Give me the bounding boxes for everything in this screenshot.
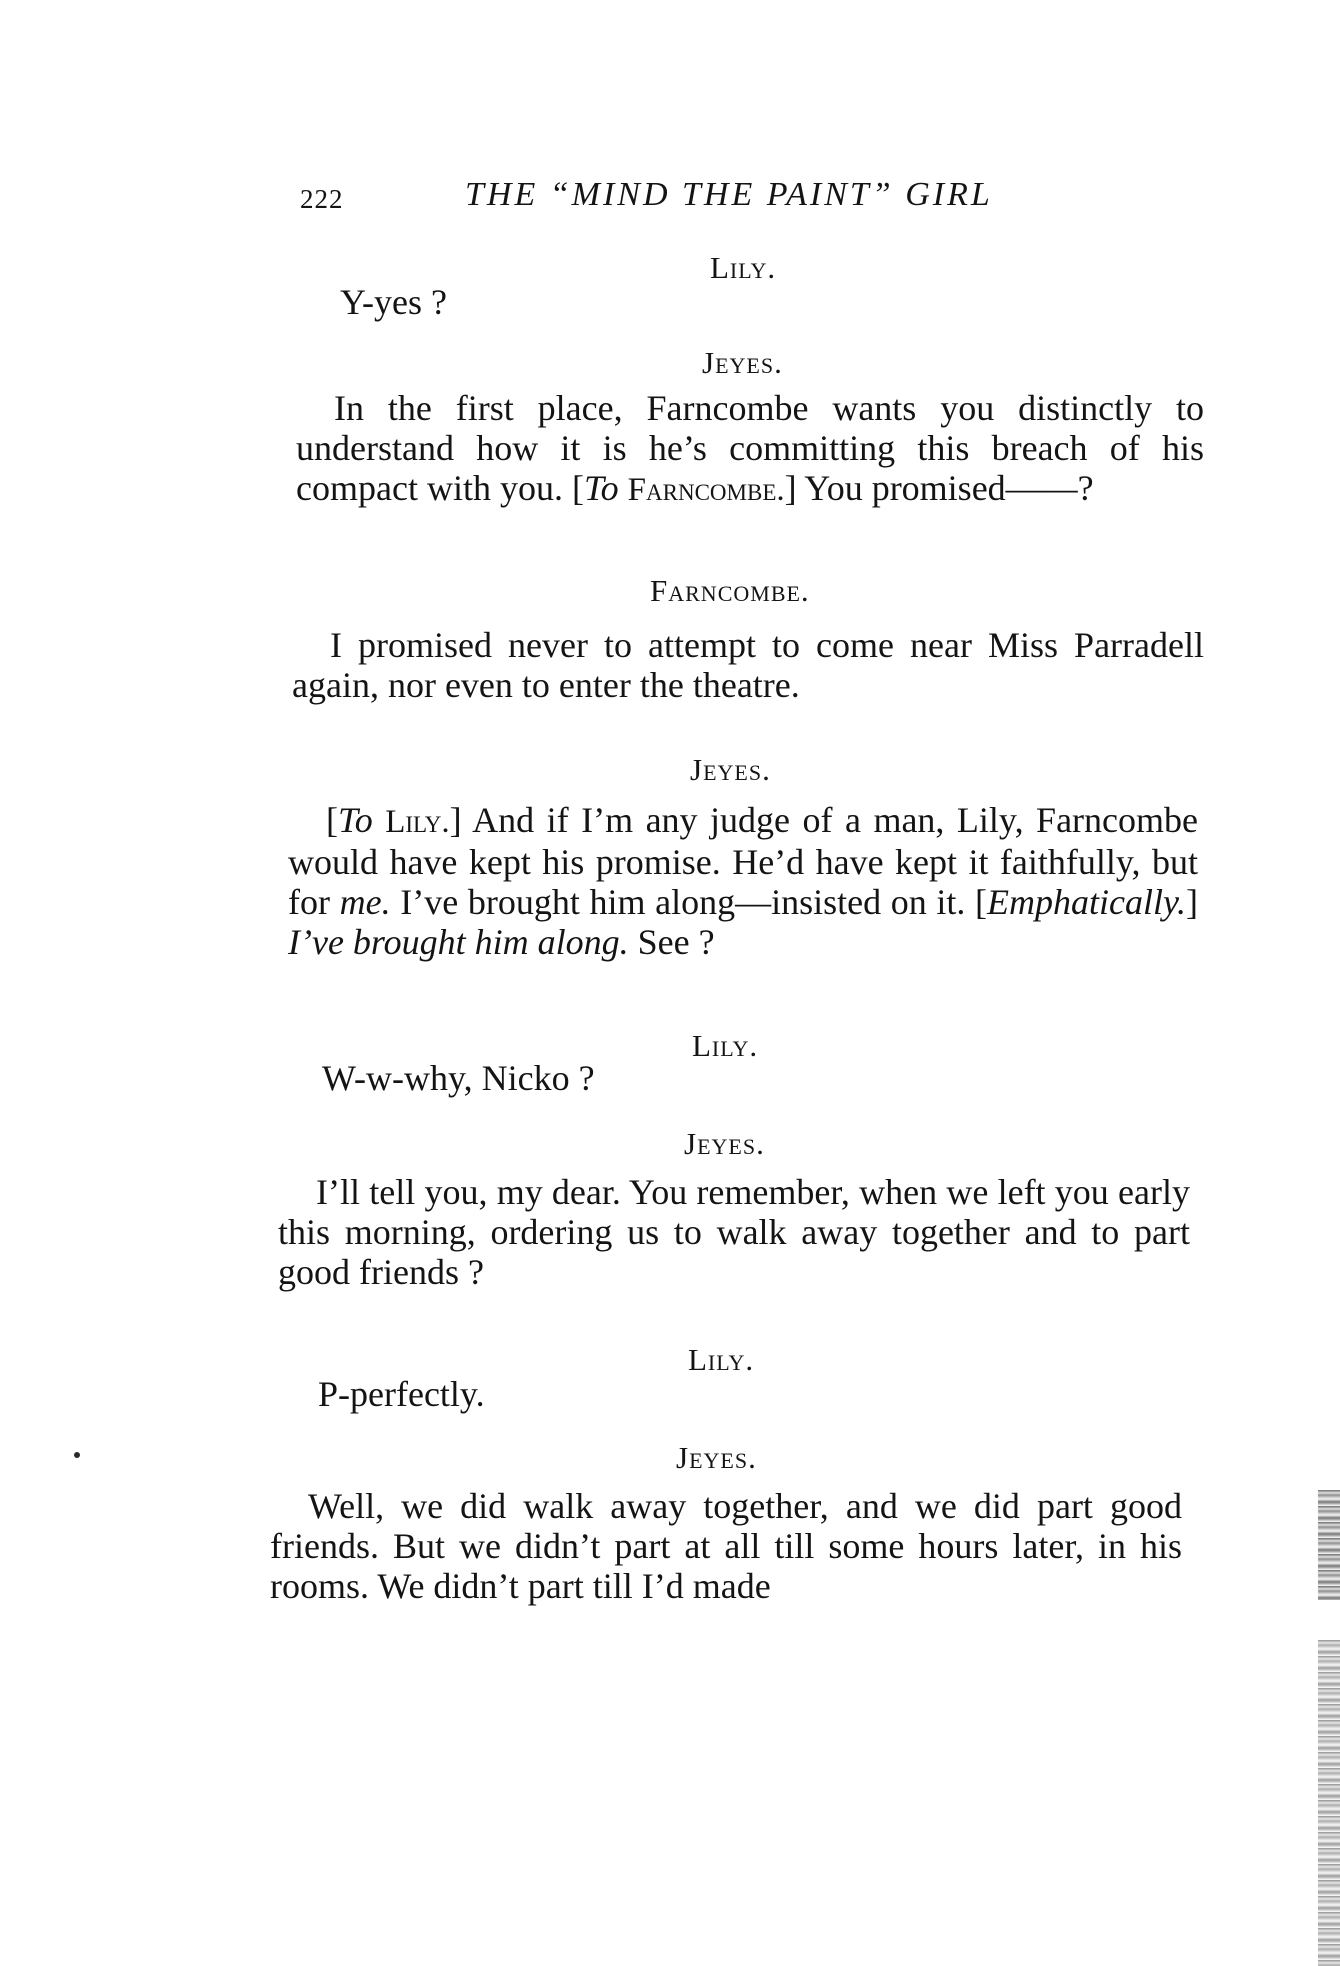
speech-jeyes-1 <box>296 388 1204 510</box>
speech-lily-1 <box>340 282 940 322</box>
speaker-farncombe: Farncombe. <box>650 573 810 608</box>
stage-direction: To <box>583 468 619 508</box>
speaker-jeyes: Jeyes. <box>676 1440 757 1475</box>
stage-bracket-open: [ <box>326 800 338 840</box>
speech-text: I’ll tell you, my dear. You remember, when we left you early this morning, ordering us to walk away together and to part good friends ? <box>278 1172 1190 1292</box>
speech-text: Y-yes ? <box>340 282 447 322</box>
speech-emphasis: me. <box>339 882 391 922</box>
speech-jeyes-3 <box>278 1172 1190 1292</box>
speech-emphasis: I’ve brought him along. <box>288 922 629 962</box>
speech-text: ] And if I’m any judge of a man, Lily, Farncombe would have kept his promise. He’d have kept it faithfully, but for <box>288 800 1199 922</box>
running-title: THE “MIND THE PAINT” GIRL <box>465 176 993 213</box>
speaker-jeyes: Jeyes. <box>702 345 783 380</box>
speaker-jeyes: Jeyes. <box>690 752 771 787</box>
page-header <box>300 176 1060 226</box>
speech-lily-2 <box>322 1058 922 1098</box>
speech-text: In the first place, Farncombe wants you distinctly to understand how it is he’s committing this breach of his compact with you. <box>296 388 1204 508</box>
stage-direction: To <box>338 800 373 840</box>
speech-text: Well, we did walk away together, and we did part good friends. But we didn’t part at all till some hours later, in his rooms. We didn’t part till I’d made <box>270 1486 1182 1606</box>
speech-jeyes-4 <box>270 1486 1182 1606</box>
speech-text: See ? <box>637 922 715 962</box>
scan-speck <box>74 1452 80 1458</box>
speaker-jeyes: Jeyes. <box>684 1126 765 1161</box>
speech-text: I’ve brought him along—insisted on it. [ <box>400 882 988 922</box>
speech-text: ] You promised——? <box>784 468 1094 508</box>
scan-edge-noise <box>1318 1490 1340 1600</box>
speaker-lily: Lily. <box>692 1028 759 1063</box>
speaker-lily: Lily. <box>688 1342 755 1377</box>
page-number: 222 <box>300 184 344 214</box>
stage-direction-name: Lily. <box>385 804 450 840</box>
speech-text: I promised never to attempt to come near Miss Parradell again, nor even to enter the theatre. <box>292 625 1204 705</box>
speech-farncombe-1 <box>292 625 1204 705</box>
stage-bracket-open: [ <box>571 468 584 508</box>
speech-lily-3 <box>318 1374 918 1414</box>
stage-direction-name: Farncombe. <box>627 472 785 508</box>
speech-text: P-perfectly. <box>318 1374 485 1414</box>
scan-edge-noise <box>1318 1640 1340 1966</box>
stage-direction: Emphatically. <box>987 882 1186 922</box>
speech-jeyes-2 <box>288 800 1198 962</box>
speech-text: W-w-why, Nicko ? <box>322 1058 595 1098</box>
stage-bracket-close: ] <box>1186 882 1198 922</box>
speaker-lily: Lily. <box>710 250 777 285</box>
